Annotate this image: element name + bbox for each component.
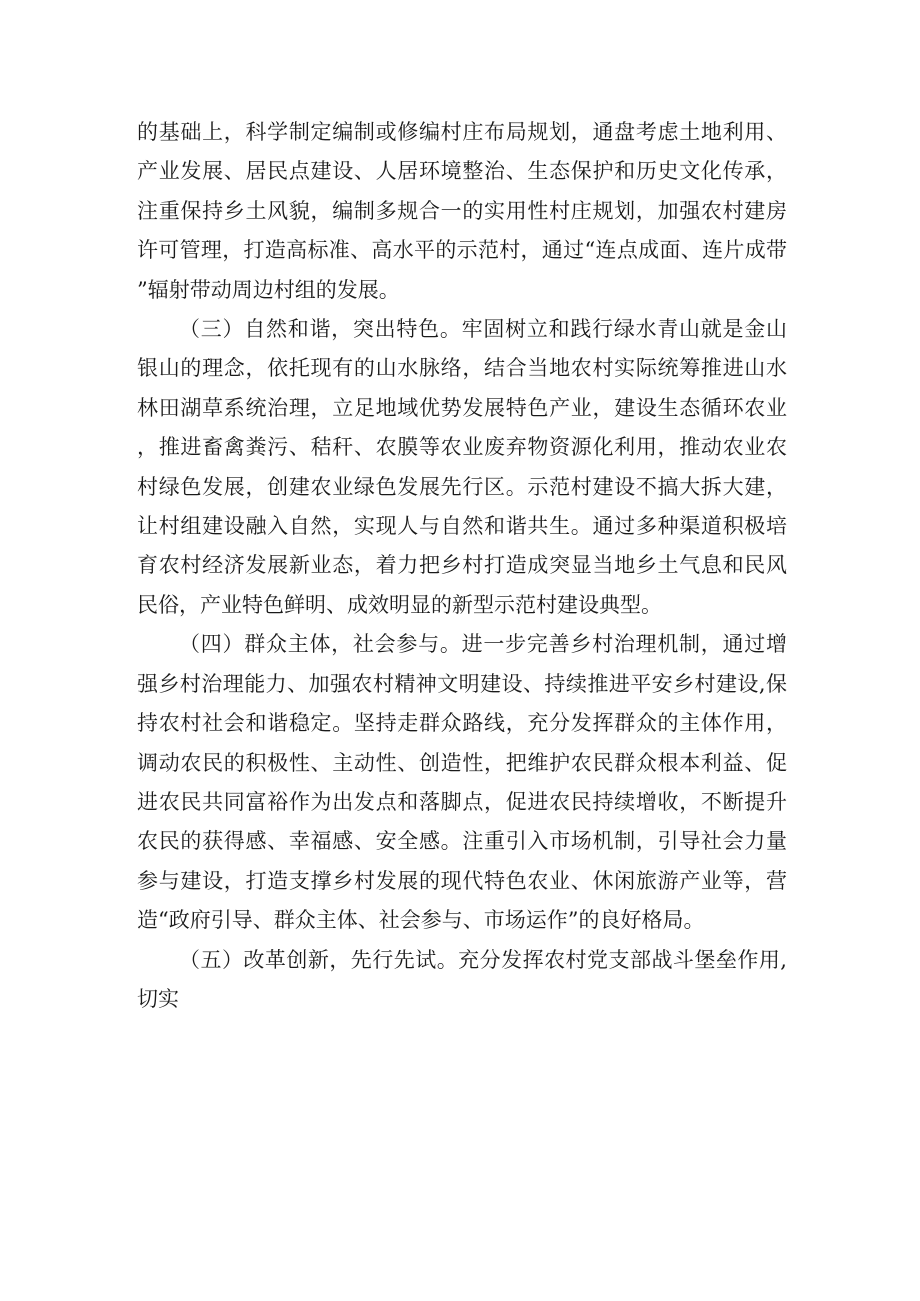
paragraph-section-3: （三）自然和谐，突出特色。牢固树立和践行绿水青山就是金山银山的理念，依托现有的山水脉络，结合当地农村实际统筹推进山水林田湖草系统治理，立足地域优势发展特色产业，建设生态循环农业，推进畜禽粪污、秸秆、农膜等农业废弃物资源化利用，推动农业农村绿色发展，创建农业绿色发展先行区。示范村建设不搞大拆大建，让村组建设融入自然，实现人与自然和谐共生。通过多种渠道积极培育农村经济发展新业态，着力把乡村打造成突显当地乡土气息和民风民俗，产业特色鲜明、成效明显的新型示范村建设典型。 [137, 317, 787, 617]
paragraph-section-5: （五）改革创新，先行先试。充分发挥农村党支部战斗堡垒作用,切实 [137, 947, 787, 1011]
document-body [137, 113, 787, 1019]
paragraph-section-4: （四）群众主体，社会参与。进一步完善乡村治理机制，通过增强乡村治理能力、加强农村精神文明建设、持续推进平安乡村建设,保持农村社会和谐稳定。坚持走群众路线，充分发挥群众的主体作用，调动农民的积极性、主动性、创造性，把维护农民群众根本利益、促进农民共同富裕作为出发点和落脚点，促进农民持续增收，不断提升农民的获得感、幸福感、安全感。注重引入市场机制，引导社会力量参与建设，打造支撑乡村发展的现代特色农业、休闲旅游产业等，营造“政府引导、群众主体、社会参与、市场运作”的良好格局。 [137, 632, 787, 933]
paragraph-continuation: 的基础上，科学制定编制或修编村庄布局规划，通盘考虑土地利用、产业发展、居民点建设、人居环境整治、生态保护和历史文化传承，注重保持乡土风貌，编制多规合一的实用性村庄规划，加强农村建房许可管理，打造高标准、高水平的示范村，通过“连点成面、连片成带”辐射带动周边村组的发展。 [137, 120, 787, 302]
